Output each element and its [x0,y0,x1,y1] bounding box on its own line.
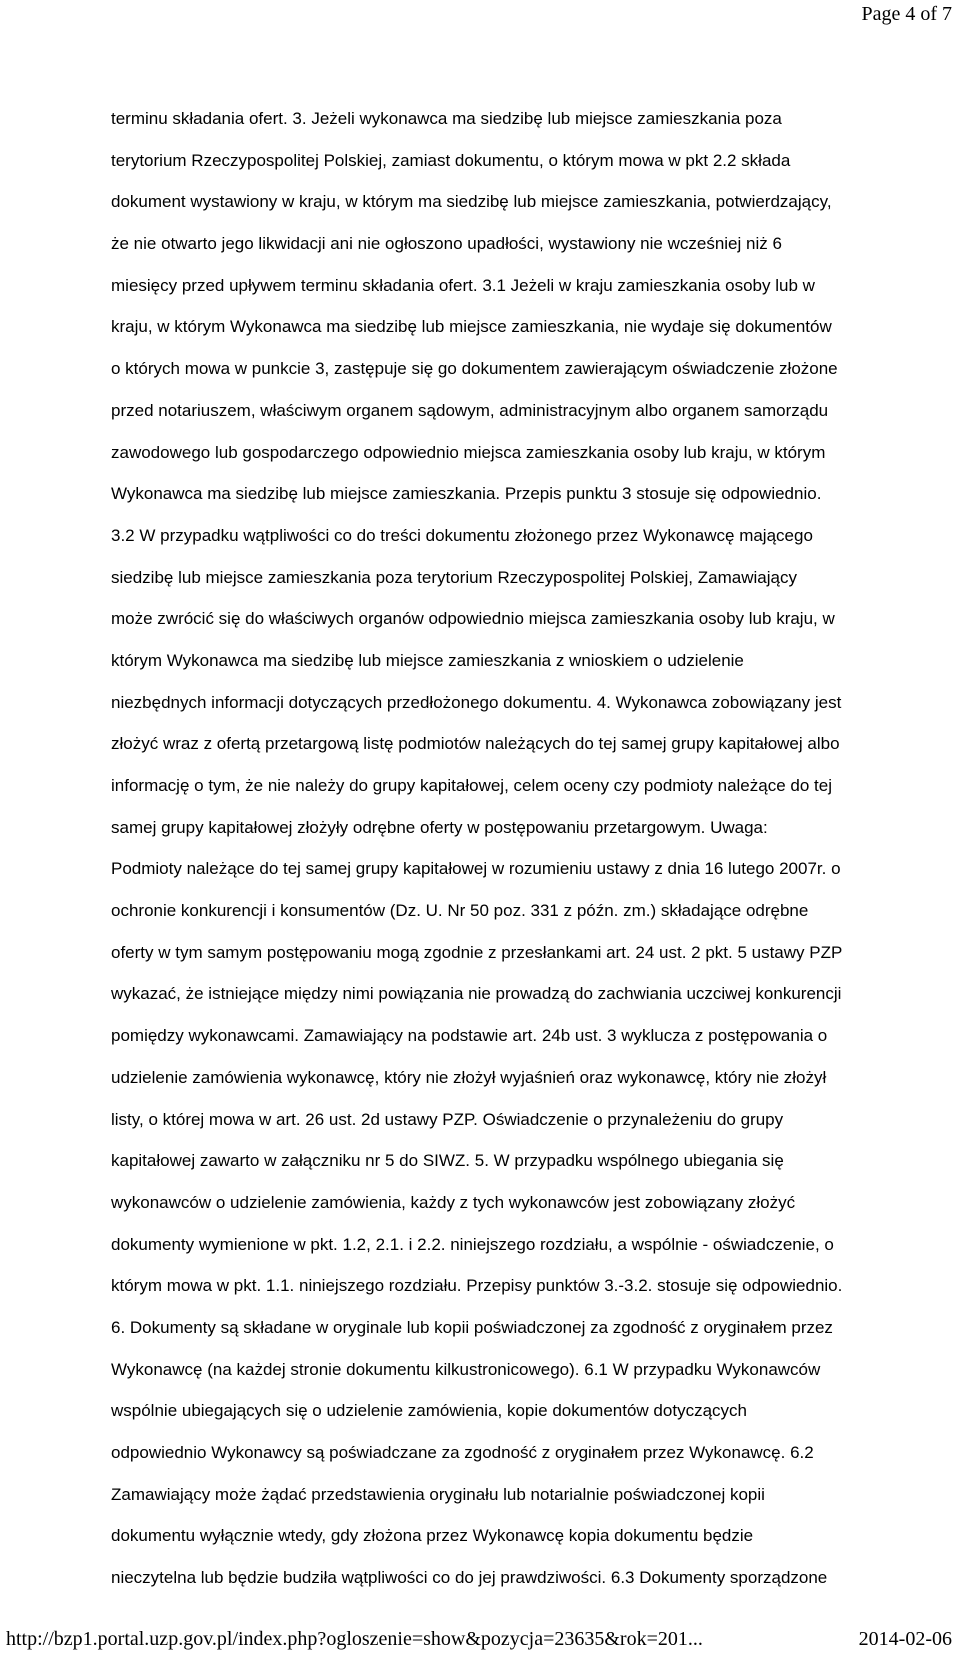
text-line: Podmioty należące do tej samej grupy kapitałowej w rozumieniu ustawy z dnia 16 lutego 2007r. o [111,859,841,879]
text-line: może zwrócić się do właściwych organów odpowiednio miejsca zamieszkania osoby lub kraju, w [111,609,835,629]
text-line: kraju, w którym Wykonawca ma siedzibę lub miejsce zamieszkania, nie wydaje się dokumentów [111,317,832,337]
text-line: siedzibę lub miejsce zamieszkania poza terytorium Rzeczypospolitej Polskiej, Zamawiający [111,567,797,587]
text-line: 6. Dokumenty są składane w oryginale lub kopii poświadczonej za zgodność z oryginałem przez [111,1317,833,1337]
text-line: dokumenty wymienione w pkt. 1.2, 2.1. i 2.2. niniejszego rozdziału, a wspólnie - oświadczenie, o [111,1234,834,1254]
text-line: wspólnie ubiegających się o udzielenie zamówienia, kopie dokumentów dotyczących [111,1401,747,1421]
document-body [111,98,953,1599]
text-line: dokument wystawiony w kraju, w którym ma siedzibę lub miejsce zamieszkania, potwierdzający, [111,192,832,212]
text-line: pomiędzy wykonawcami. Zamawiający na podstawie art. 24b ust. 3 wyklucza z postępowania o [111,1026,828,1046]
text-line: niezbędnych informacji dotyczących przedłożonego dokumentu. 4. Wykonawca zobowiązany jest [111,692,842,712]
text-line: złożyć wraz z ofertą przetargową listę podmiotów należących do tej samej grupy kapitałowej albo [111,734,840,754]
footer-url[interactable]: http://bzp1.portal.uzp.gov.pl/index.php?ogloszenie=show&pozycja=23635&rok=201... [6,1628,703,1650]
text-line: udzielenie zamówienia wykonawcę, który nie złożył wyjaśnień oraz wykonawcę, który nie złożył [111,1067,827,1087]
text-line: listy, o której mowa w art. 26 ust. 2d ustawy PZP. Oświadczenie o przynależeniu do grupy [111,1109,784,1129]
text-line: ochronie konkurencji i konsumentów (Dz. U. Nr 50 poz. 331 z późn. zm.) składające odrębne [111,901,809,921]
text-line: samej grupy kapitałowej złożyły odrębne oferty w postępowaniu przetargowym. Uwaga: [111,817,768,837]
text-line: odpowiednio Wykonawcy są poświadczane za zgodność z oryginałem przez Wykonawcę. 6.2 [111,1443,814,1462]
text-line: którym Wykonawca ma siedzibę lub miejsce zamieszkania z wnioskiem o udzielenie [111,650,744,670]
footer-date: 2014-02-06 [858,1628,952,1650]
text-line: nieczytelna lub będzie budziła wątpliwości co do jej prawdziwości. 6.3 Dokumenty sporządzone [111,1568,828,1588]
text-line: dokumentu wyłącznie wtedy, gdy złożona przez Wykonawcę kopia dokumentu będzie [111,1526,754,1546]
text-line: wykazać, że istniejące między nimi powiązania nie prowadzą do zachwiania uczciwej konkurencji [111,984,842,1004]
text-line: zawodowego lub gospodarczego odpowiednio miejsca zamieszkania osoby lub kraju, w którym [111,442,826,462]
text-line: o których mowa w punkcie 3, zastępuje się go dokumentem zawierającym oświadczenie złożone [111,359,838,379]
text-line: Wykonawca ma siedzibę lub miejsce zamieszkania. Przepis punktu 3 stosuje się odpowiednio. [111,484,822,504]
text-line: terminu składania ofert. 3. Jeżeli wykonawca ma siedzibę lub miejsce zamieszkania poza [111,109,782,128]
text-line: informację o tym, że nie należy do grupy kapitałowej, celem oceny czy podmioty należące do tej [111,776,832,795]
text-line: Wykonawcę (na każdej stronie dokumentu kilkustronicowego). 6.1 W przypadku Wykonawców [111,1359,821,1379]
text-line: którym mowa w pkt. 1.1. niniejszego rozdziału. Przepisy punktów 3.-3.2. stosuje się odpowiednio. [111,1276,843,1296]
text-line: że nie otwarto jego likwidacji ani nie ogłoszono upadłości, wystawiony nie wcześniej niż 6 [111,234,782,254]
text-line: 3.2 W przypadku wątpliwości co do treści dokumentu złożonego przez Wykonawcę mającego [111,525,813,545]
text-line: przed notariuszem, właściwym organem sądowym, administracyjnym albo organem samorządu [111,400,829,420]
text-line: terytorium Rzeczypospolitej Polskiej, zamiast dokumentu, o którym mowa w pkt 2.2 składa [111,150,791,170]
text-line: kapitałowej zawarto w załączniku nr 5 do SIWZ. 5. W przypadku wspólnego ubiegania się [111,1151,784,1171]
text-line: wykonawców o udzielenie zamówienia, każdy z tych wykonawców jest zobowiązany złożyć [111,1192,796,1212]
text-line: miesięcy przed upływem terminu składania ofert. 3.1 Jeżeli w kraju zamieszkania osoby lub w [111,275,815,295]
page-number: Page 4 of 7 [861,3,952,25]
text-line: oferty w tym samym postępowaniu mogą zgodnie z przesłankami art. 24 ust. 2 pkt. 5 ustawy PZP [111,942,843,962]
page-footer [0,1624,960,1654]
text-line: Zamawiający może żądać przedstawienia oryginału lub notarialnie poświadczonej kopii [111,1484,765,1504]
